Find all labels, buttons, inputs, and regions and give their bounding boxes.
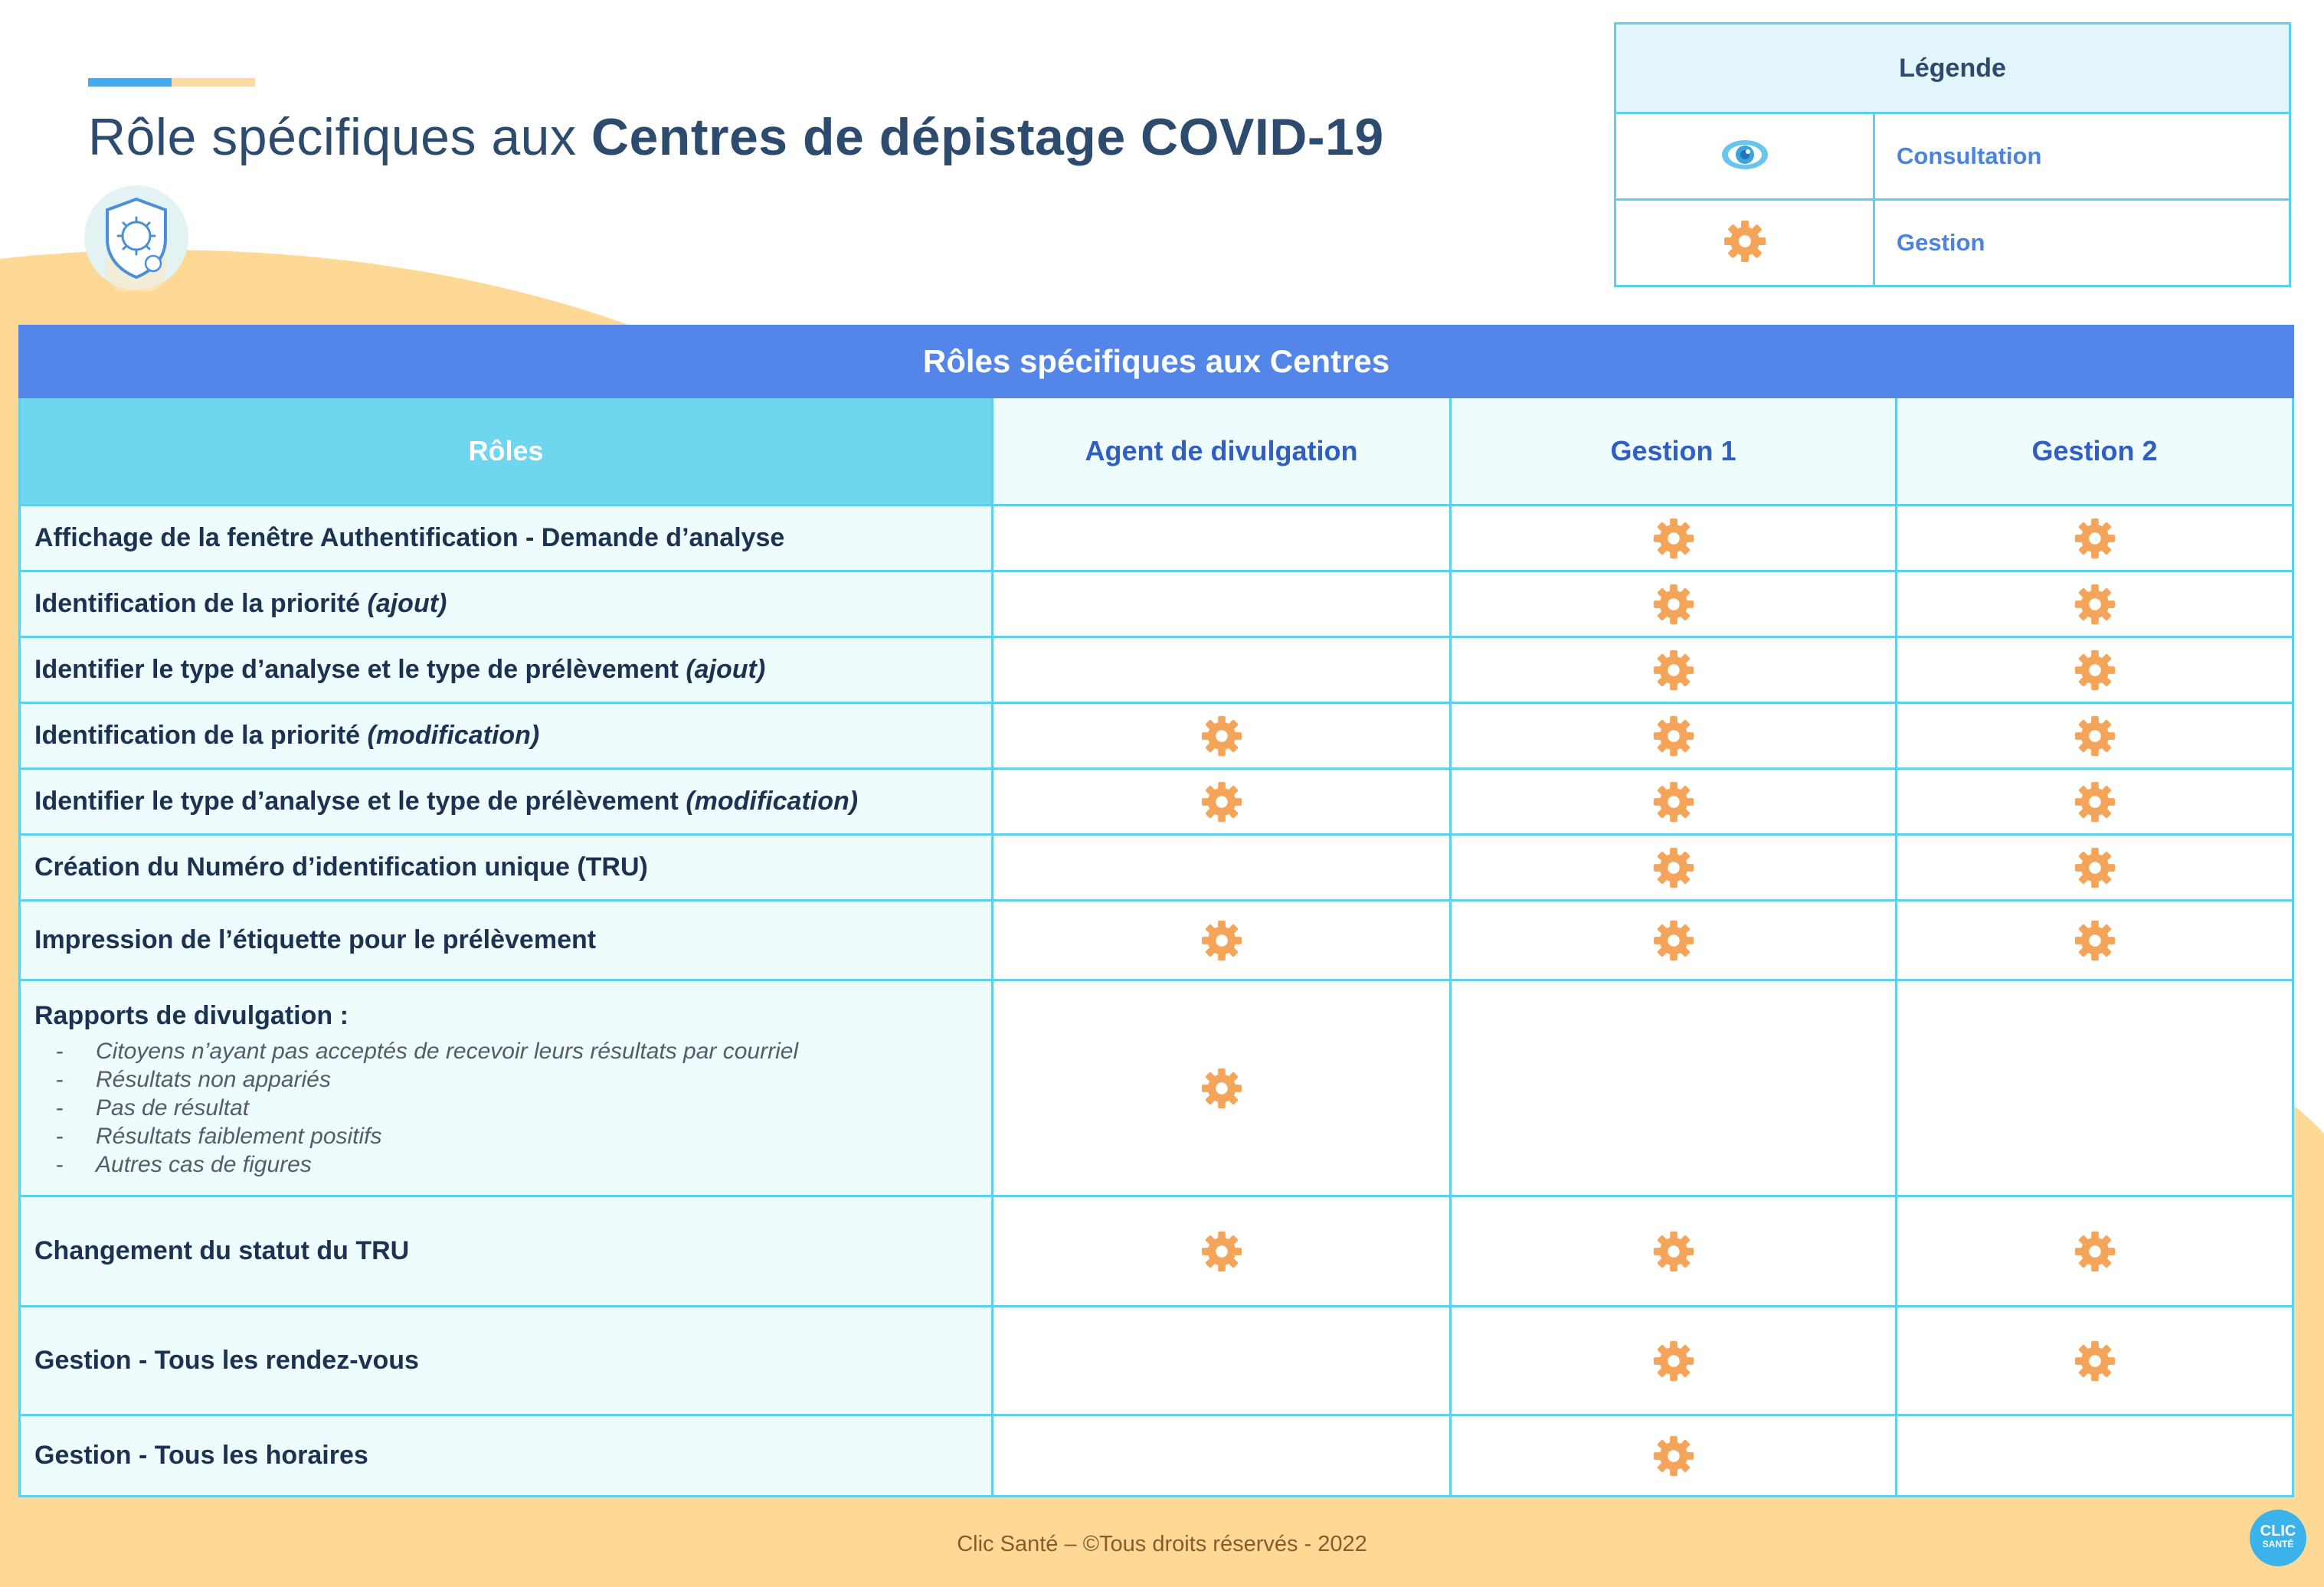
row-label-qualifier: (ajout) <box>686 655 766 684</box>
permission-cell-agent <box>993 1307 1451 1415</box>
permission-cell-gestion1 <box>1451 1196 1897 1307</box>
permission-cell-gestion1 <box>1451 571 1897 637</box>
column-header-gestion-2: Gestion 2 <box>1897 398 2293 506</box>
permission-cell-agent <box>993 901 1451 980</box>
page-title <box>88 107 1384 167</box>
row-label: Identification de la priorité <box>34 589 368 618</box>
table-row <box>20 1196 2293 1307</box>
list-item: - Pas de résultat <box>56 1095 250 1121</box>
gear-icon <box>1651 714 1696 758</box>
gear-icon <box>2073 516 2117 561</box>
gear-icon <box>2073 918 2117 963</box>
permission-cell-gestion2 <box>1897 1415 2293 1497</box>
permission-cell-agent <box>993 980 1451 1196</box>
row-label-cell <box>20 1307 993 1415</box>
row-label: Changement du statut du TRU <box>34 1236 410 1265</box>
table-row <box>20 637 2293 703</box>
row-label-qualifier: (ajout) <box>367 589 447 618</box>
permission-cell-gestion1 <box>1451 769 1897 835</box>
gear-icon <box>1651 918 1696 963</box>
permission-cell-gestion1 <box>1451 1415 1897 1497</box>
gear-icon <box>1651 516 1696 561</box>
permission-cell-agent <box>993 1196 1451 1307</box>
permission-cell-gestion1 <box>1451 980 1897 1196</box>
permission-cell-gestion1 <box>1451 637 1897 703</box>
page-title-normal: Rôle spécifiques aux <box>88 108 591 166</box>
gear-icon <box>1651 846 1696 890</box>
gear-icon <box>1200 714 1244 758</box>
row-label-cell <box>20 1415 993 1497</box>
gear-icon <box>1200 918 1244 963</box>
table-banner: Rôles spécifiques aux Centres <box>20 326 2293 398</box>
gear-icon <box>1651 1434 1696 1478</box>
table-row <box>20 506 2293 571</box>
table-row <box>20 1307 2293 1415</box>
permission-cell-gestion2 <box>1897 901 2293 980</box>
row-label-cell <box>20 703 993 769</box>
gear-icon <box>1200 1229 1244 1274</box>
footer-copyright: Clic Santé – ©Tous droits réservés - 2022 <box>957 1532 1367 1556</box>
gear-icon <box>2073 714 2117 758</box>
row-label: Gestion - Tous les horaires <box>34 1441 368 1470</box>
gear-icon <box>1651 582 1696 627</box>
permission-cell-agent <box>993 1415 1451 1497</box>
gear-icon <box>2073 648 2117 692</box>
permission-cell-gestion2 <box>1897 980 2293 1196</box>
permission-cell-agent <box>993 835 1451 901</box>
gear-icon <box>1651 648 1696 692</box>
row-label: Identifier le type d’analyse et le type de prélèvement <box>34 655 686 684</box>
gear-icon <box>1651 1229 1696 1274</box>
legend-icon-cell <box>1615 200 1874 286</box>
permission-cell-gestion2 <box>1897 835 2293 901</box>
gear-icon <box>1651 1339 1696 1383</box>
list-item-text: Citoyens n’ayant pas acceptés de recevoir leurs résultats par courriel <box>96 1039 799 1064</box>
row-label-cell <box>20 769 993 835</box>
permission-cell-agent <box>993 769 1451 835</box>
column-header-gestion-1: Gestion 1 <box>1451 398 1897 506</box>
row-label-cell <box>20 637 993 703</box>
gear-icon <box>2073 1339 2117 1383</box>
logo-line-1: CLIC <box>2260 1523 2296 1540</box>
eye-icon <box>1720 137 1769 172</box>
legend-table <box>1614 22 2291 287</box>
column-header-roles: Rôles <box>20 398 993 506</box>
gear-icon <box>2073 780 2117 824</box>
gear-icon <box>1200 780 1244 824</box>
table-row <box>20 769 2293 835</box>
legend-icon-cell <box>1615 113 1874 200</box>
permission-cell-gestion1 <box>1451 703 1897 769</box>
row-label-cell <box>20 571 993 637</box>
clic-sante-logo <box>2250 1510 2306 1566</box>
table-row <box>20 980 2293 1196</box>
column-header-agent: Agent de divulgation <box>993 398 1451 506</box>
title-accent-bar <box>88 78 255 87</box>
permission-cell-gestion1 <box>1451 506 1897 571</box>
permission-cell-gestion2 <box>1897 703 2293 769</box>
row-label-cell <box>20 1196 993 1307</box>
list-item-text: Résultats non appariés <box>96 1067 331 1092</box>
page-title-bold: Centres de dépistage COVID-19 <box>591 108 1384 166</box>
row-label-qualifier: (modification) <box>367 721 540 750</box>
permission-cell-gestion2 <box>1897 571 2293 637</box>
permission-cell-agent <box>993 571 1451 637</box>
report-sublist <box>34 1037 991 1179</box>
legend-heading: Légende <box>1615 24 2290 113</box>
table-row <box>20 703 2293 769</box>
permission-cell-gestion2 <box>1897 1196 2293 1307</box>
logo-line-2: SANTÉ <box>2262 1539 2294 1549</box>
list-item: - Résultats faiblement positifs <box>56 1124 382 1149</box>
gear-icon <box>1200 1066 1244 1111</box>
row-label-cell <box>20 980 993 1196</box>
legend-label-consultation: Consultation <box>1874 113 2290 200</box>
legend-label-gestion: Gestion <box>1874 200 2290 286</box>
permission-cell-gestion1 <box>1451 835 1897 901</box>
row-label: Rapports de divulgation : <box>34 1001 349 1030</box>
permission-cell-agent <box>993 703 1451 769</box>
list-item-text: Résultats faiblement positifs <box>96 1124 382 1149</box>
table-row <box>20 835 2293 901</box>
row-label: Gestion - Tous les rendez-vous <box>34 1346 419 1375</box>
gear-icon <box>2073 582 2117 627</box>
gear-icon <box>1651 780 1696 824</box>
table-row <box>20 901 2293 980</box>
permission-cell-gestion1 <box>1451 1307 1897 1415</box>
table-row <box>20 1415 2293 1497</box>
permission-cell-gestion2 <box>1897 769 2293 835</box>
row-label-cell <box>20 506 993 571</box>
shield-virus-icon <box>83 184 190 291</box>
list-item-text: Pas de résultat <box>96 1095 250 1121</box>
permission-cell-agent <box>993 637 1451 703</box>
roles-table <box>18 325 2294 1497</box>
row-label: Création du Numéro d’identification unique (TRU) <box>34 852 648 882</box>
gear-icon <box>2073 846 2117 890</box>
table-row <box>20 571 2293 637</box>
list-item-text: Autres cas de figures <box>96 1152 312 1177</box>
permission-cell-gestion2 <box>1897 637 2293 703</box>
row-label: Identification de la priorité <box>34 721 368 750</box>
permission-cell-gestion1 <box>1451 901 1897 980</box>
gear-icon <box>1722 218 1768 264</box>
list-item: - Citoyens n’ayant pas acceptés de recevoir leurs résultats par courriel <box>56 1039 799 1064</box>
row-label-qualifier: (modification) <box>686 787 859 816</box>
row-label: Affichage de la fenêtre Authentification - Demande d’analyse <box>34 523 785 552</box>
permission-cell-agent <box>993 506 1451 571</box>
row-label: Identifier le type d’analyse et le type de prélèvement <box>34 787 686 816</box>
row-label: Impression de l’étiquette pour le prélèvement <box>34 925 597 954</box>
gear-icon <box>2073 1229 2117 1274</box>
permission-cell-gestion2 <box>1897 1307 2293 1415</box>
permission-cell-gestion2 <box>1897 506 2293 571</box>
list-item: - Résultats non appariés <box>56 1067 331 1092</box>
list-item: - Autres cas de figures <box>56 1152 312 1177</box>
row-label-cell <box>20 835 993 901</box>
row-label-cell <box>20 901 993 980</box>
